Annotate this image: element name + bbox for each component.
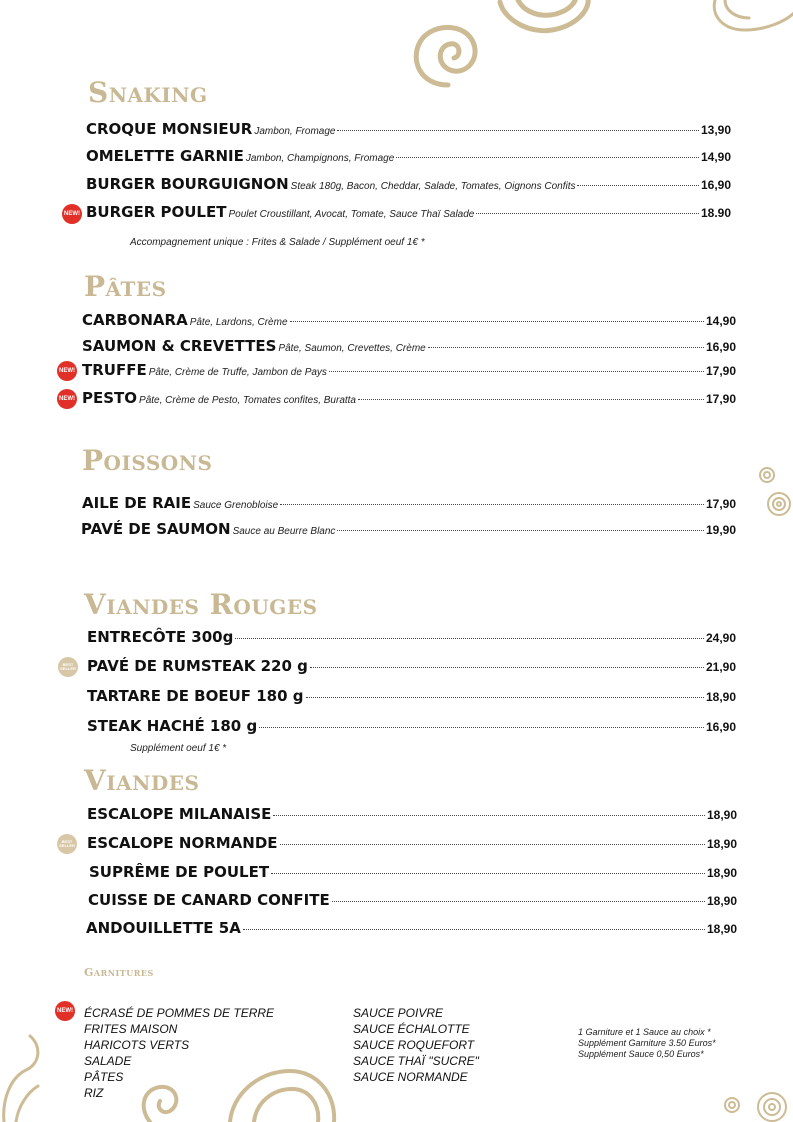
menu-item <box>82 361 736 379</box>
item-description: Pâte, Lardons, Crème <box>189 317 288 328</box>
menu-item <box>81 520 736 538</box>
list-item: HARICOTS VERTS <box>84 1038 190 1052</box>
item-price: 14,90 <box>700 150 731 164</box>
dotted-leader <box>310 667 704 668</box>
item-name: AILE DE RAIE <box>82 494 192 512</box>
section-title-garnitures: Garnitures <box>84 966 154 979</box>
item-price: 13,90 <box>700 123 731 137</box>
list-item: RIZ <box>84 1086 104 1100</box>
item-price: 17,90 <box>705 364 736 378</box>
item-name: PAVÉ DE RUMSTEAK 220 g <box>87 657 308 675</box>
footnote: 1 Garniture et 1 Sauce au choix * <box>578 1027 711 1037</box>
item-price: 18,90 <box>706 922 737 936</box>
dotted-leader <box>428 347 704 348</box>
item-price: 18,90 <box>705 690 736 704</box>
item-description: Pâte, Crème de Pesto, Tomates confites, Buratta <box>139 395 356 406</box>
menu-item <box>86 147 731 165</box>
new-badge-icon: NEW! <box>62 204 82 224</box>
item-price: 16,90 <box>705 340 736 354</box>
sides-list <box>84 1005 274 1101</box>
dotted-leader <box>280 504 704 505</box>
swirl-decoration-icon <box>705 0 793 40</box>
item-description: Steak 180g, Bacon, Cheddar, Salade, Tomates, Oignons Confits <box>290 181 576 192</box>
item-price: 16,90 <box>705 720 736 734</box>
item-description: Sauce au Beurre Blanc <box>232 526 336 537</box>
item-description: Pâte, Saumon, Crevettes, Crème <box>278 343 426 354</box>
item-description: Poulet Croustillant, Avocat, Tomate, Sauce Thaï Salade <box>228 209 475 220</box>
menu-item <box>82 494 736 512</box>
item-name: ESCALOPE NORMANDE <box>87 834 278 852</box>
best-seller-text: BEST SELLER <box>59 839 75 848</box>
section-title-viandes: Viandes <box>84 764 200 797</box>
item-price: 18,90 <box>706 866 737 880</box>
item-description: Sauce Grenobloise <box>193 500 279 511</box>
item-name: CROQUE MONSIEUR <box>86 120 253 138</box>
new-badge-icon: NEW! <box>57 361 77 381</box>
swirl-decoration-icon <box>755 462 793 522</box>
dotted-leader <box>396 157 699 158</box>
item-description: Jambon, Fromage <box>254 126 336 137</box>
menu-item <box>87 805 737 823</box>
list-item: ÉCRASÉ DE POMMES DE TERRE <box>84 1006 275 1020</box>
dotted-leader <box>271 873 705 874</box>
dotted-leader <box>280 844 705 845</box>
swirl-decoration-icon <box>720 1085 793 1122</box>
item-name: CUISSE DE CANARD CONFITE <box>88 891 330 909</box>
item-price: 16,90 <box>700 178 731 192</box>
dotted-leader <box>337 530 704 531</box>
item-description: Jambon, Champignons, Fromage <box>245 153 395 164</box>
menu-item <box>86 919 737 937</box>
item-name: TRUFFE <box>82 361 147 379</box>
menu-item <box>86 175 731 193</box>
footnote: Supplément Garniture 3.50 Euros* <box>578 1038 716 1048</box>
dotted-leader <box>235 638 704 639</box>
item-price: 21,90 <box>705 660 736 674</box>
dotted-leader <box>577 185 699 186</box>
menu-item <box>82 337 736 355</box>
menu-item <box>86 203 731 221</box>
item-name: OMELETTE GARNIE <box>86 147 244 165</box>
list-item: SAUCE ROQUEFORT <box>353 1038 475 1052</box>
item-name: PESTO <box>82 389 138 407</box>
item-name: ESCALOPE MILANAISE <box>87 805 272 823</box>
dotted-leader <box>306 697 704 698</box>
menu-item <box>87 628 736 646</box>
item-price: 18,90 <box>706 894 737 908</box>
best-seller-badge-icon <box>58 657 78 677</box>
list-item: SAUCE THAÏ "SUCRE" <box>353 1054 479 1068</box>
dotted-leader <box>259 727 704 728</box>
dotted-leader <box>358 399 704 400</box>
best-seller-badge-icon <box>57 834 77 854</box>
list-item: FRITES MAISON <box>84 1022 178 1036</box>
item-name: SUPRÊME DE POULET <box>89 863 270 881</box>
item-description: Pâte, Crème de Truffe, Jambon de Pays <box>148 367 327 378</box>
garnitures-footnotes <box>578 1027 716 1060</box>
section-title-pates: Pâtes <box>84 270 167 303</box>
list-item: PÂTES <box>84 1070 124 1084</box>
section-title-viandes-rouges: Viandes Rouges <box>84 588 318 621</box>
item-name: SAUMON & CREVETTES <box>82 337 277 355</box>
item-name: BURGER POULET <box>86 203 227 221</box>
menu-item <box>88 891 737 909</box>
menu-item <box>86 120 731 138</box>
dotted-leader <box>273 815 705 816</box>
section-title-poissons: Poissons <box>82 444 213 477</box>
item-price: 18,90 <box>706 837 737 851</box>
menu-item <box>87 687 736 705</box>
item-price: 24,90 <box>705 631 736 645</box>
item-name: ENTRECÔTE 300g <box>87 628 234 646</box>
sauces-list <box>353 1005 479 1085</box>
list-item: SAUCE NORMANDE <box>353 1070 468 1084</box>
footnote: Supplément Sauce 0,50 Euros* <box>578 1049 704 1059</box>
section-note: Accompagnement unique : Frites & Salade / Supplément oeuf 1€ * <box>130 237 425 248</box>
item-name: PAVÉ DE SAUMON <box>81 520 231 538</box>
dotted-leader <box>290 321 704 322</box>
section-note: Supplément oeuf 1€ * <box>130 743 227 754</box>
list-item: SAUCE POIVRE <box>353 1006 444 1020</box>
item-price: 17,90 <box>705 392 736 406</box>
list-item: SAUCE ÉCHALOTTE <box>353 1022 470 1036</box>
item-price: 19,90 <box>705 523 736 537</box>
menu-item <box>82 311 736 329</box>
menu-item <box>89 863 737 881</box>
item-price: 18.90 <box>700 206 731 220</box>
dotted-leader <box>332 901 705 902</box>
section-title-snaking: Snaking <box>88 76 208 109</box>
new-badge-icon: NEW! <box>55 1001 75 1021</box>
menu-item <box>87 717 736 735</box>
swirl-decoration-icon <box>0 1030 60 1122</box>
item-price: 17,90 <box>705 497 736 511</box>
list-item: SALADE <box>84 1054 132 1068</box>
dotted-leader <box>476 213 699 214</box>
swirl-decoration-icon <box>400 0 600 100</box>
item-price: 18,90 <box>706 808 737 822</box>
item-price: 14,90 <box>705 314 736 328</box>
menu-item <box>82 389 736 407</box>
item-name: CARBONARA <box>82 311 188 329</box>
best-seller-text: BEST SELLER <box>60 662 76 671</box>
menu-item <box>87 657 736 675</box>
dotted-leader <box>337 130 699 131</box>
item-name: ANDOUILLETTE 5A <box>86 919 241 937</box>
menu-item <box>87 834 737 852</box>
new-badge-icon: NEW! <box>57 389 77 409</box>
dotted-leader <box>329 371 704 372</box>
dotted-leader <box>243 929 705 930</box>
item-name: BURGER BOURGUIGNON <box>86 175 289 193</box>
item-name: STEAK HACHÉ 180 g <box>87 717 258 735</box>
item-name: TARTARE DE BOEUF 180 g <box>87 687 304 705</box>
